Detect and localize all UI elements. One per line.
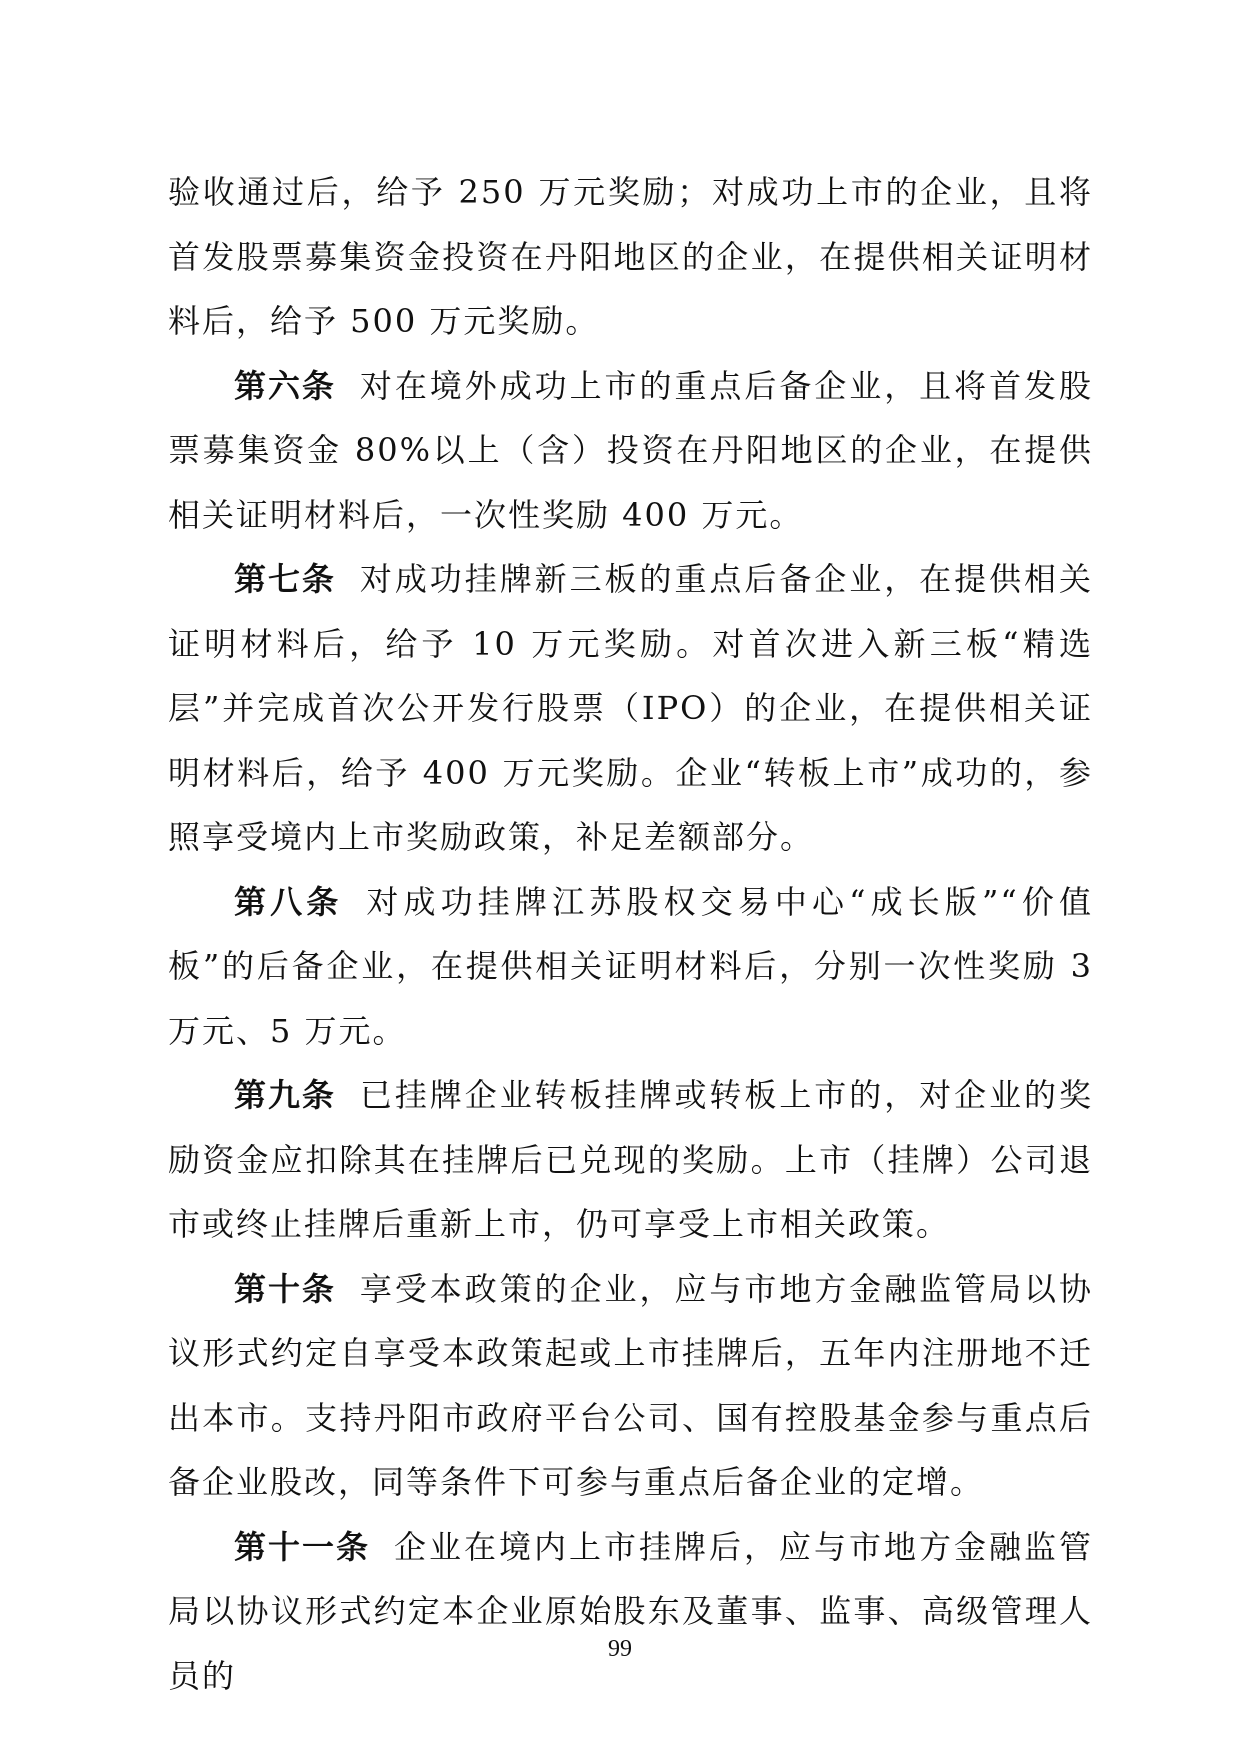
paragraph-continuation	[168, 160, 1093, 354]
article-text: 企业在境内上市挂牌后，应与市地方金融监管局以协议形式约定本企业原始股东及董事、监事、高级管理人员的	[168, 1527, 1093, 1695]
article-text: 对成功挂牌新三板的重点后备企业，在提供相关证明材料后，给予 10 万元奖励。对首次进入新三板“精选层”并完成首次公开发行股票（IPO）的企业，在提供相关证明材料后，给予 400 万元奖励。企业“转板上市”成功的，参照享受境内上市奖励政策，补足差额部分。	[168, 560, 1093, 856]
document-body	[168, 160, 1093, 1708]
article-text: 享受本政策的企业，应与市地方金融监管局以协议形式约定自享受本政策起或上市挂牌后，五年内注册地不迁出本市。支持丹阳市政府平台公司、国有控股基金参与重点后备企业股改，同等条件下可参与重点后备企业的定增。	[168, 1269, 1093, 1501]
article-7	[168, 547, 1093, 870]
article-text: 已挂牌企业转板挂牌或转板上市的，对企业的奖励资金应扣除其在挂牌后已兑现的奖励。上市（挂牌）公司退市或终止挂牌后重新上市，仍可享受上市相关政策。	[168, 1076, 1093, 1243]
article-text: 对在境外成功上市的重点后备企业，且将首发股票募集资金 80%以上（含）投资在丹阳地区的企业，在提供相关证明材料后，一次性奖励 400 万元。	[168, 366, 1093, 534]
article-label: 第六条	[234, 366, 336, 405]
article-label: 第十条	[234, 1269, 336, 1308]
paragraph-text: 验收通过后，给予 250 万元奖励；对成功上市的企业，且将首发股票募集资金投资在丹阳地区的企业，在提供相关证明材料后，给予 500 万元奖励。	[168, 173, 1093, 340]
article-label: 第十一条	[234, 1527, 370, 1566]
article-text: 对成功挂牌江苏股权交易中心“成长版”“价值板”的后备企业，在提供相关证明材料后，分别一次性奖励 3 万元、5 万元。	[168, 882, 1093, 1050]
article-11	[168, 1515, 1093, 1709]
article-10	[168, 1257, 1093, 1515]
article-label: 第九条	[234, 1076, 336, 1114]
article-label: 第七条	[234, 560, 336, 598]
article-8	[168, 870, 1093, 1064]
article-label: 第八条	[234, 882, 343, 921]
article-9	[168, 1063, 1093, 1257]
article-6	[168, 354, 1093, 548]
page-number: 99	[608, 1636, 632, 1662]
